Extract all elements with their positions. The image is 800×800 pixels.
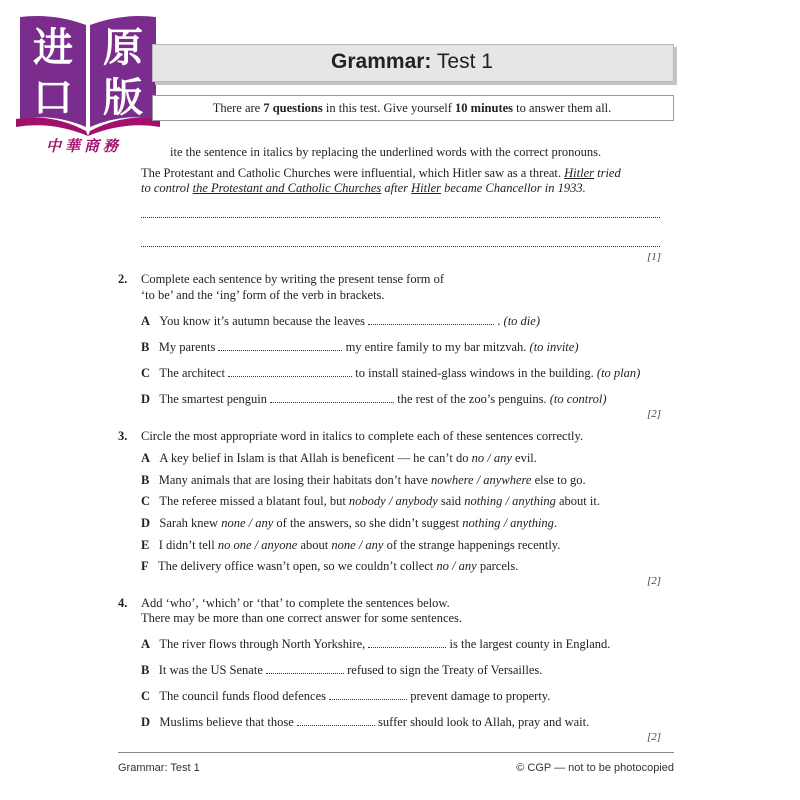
q2-instruction-line1: Complete each sentence by writing the present tense form of (141, 272, 445, 286)
q3-number: 3. (118, 429, 128, 443)
q4-a-blank[interactable] (368, 637, 446, 648)
q1-instruction: ite the sentence in italics by replacing the underlined words with the correct pronouns. (170, 145, 602, 159)
q4-item-d: D Muslims believe that those suffer should look to Allah, pray and wait. (141, 715, 590, 729)
q1-answer-line-2[interactable] (141, 245, 660, 247)
q3-item-f[interactable]: F The delivery office wasn’t open, so we couldn’t collect no / any parcels. (141, 559, 519, 573)
q3-item-d[interactable]: D Sarah knew none / any of the answers, so she didn’t suggest nothing / anything. (141, 516, 558, 530)
q1-sentence-line2: to control the Protestant and Catholic Churches after Hitler became Chancellor in 1933. (141, 181, 586, 195)
q2-mark: [2] (647, 408, 662, 420)
footer-left: Grammar: Test 1 (118, 762, 200, 774)
q2-item-b: B My parents my entire family to my bar mitzvah. (to invite) (141, 340, 579, 354)
q2-a-blank[interactable] (368, 314, 494, 325)
footer-rule (118, 752, 674, 753)
page-title: Grammar: Test 1 (331, 50, 493, 73)
q2-number: 2. (118, 272, 128, 286)
logo-char-1: 进 (33, 25, 73, 71)
q4-b-blank[interactable] (266, 663, 344, 674)
q3-item-c[interactable]: C The referee missed a blatant foul, but nobody / anybody said nothing / anything about it. (141, 494, 600, 508)
q4-c-blank[interactable] (329, 689, 407, 700)
q4-instruction-line1: Add ‘who’, ‘which’ or ‘that’ to complete the sentences below. (141, 596, 450, 610)
q3-mark: [2] (647, 575, 662, 587)
q3-item-a[interactable]: A A key belief in Islam is that Allah is beneficent — he can’t do no / any evil. (141, 451, 537, 465)
q2-item-d: D The smartest penguin the rest of the zoo’s penguins. (to control) (141, 392, 607, 406)
logo-char-4: 版 (103, 75, 143, 121)
q3-item-b[interactable]: B Many animals that are losing their habitats don’t have nowhere / anywhere else to go. (141, 473, 586, 487)
q3-item-e[interactable]: E I didn’t tell no one / anyone about none / any of the strange happenings recently. (141, 538, 561, 552)
q4-d-blank[interactable] (297, 715, 375, 726)
q2-item-c: C The architect to install stained-glass windows in the building. (to plan) (141, 366, 641, 380)
q2-instruction-line2: ‘to be’ and the ‘ing’ form of the verb in brackets. (141, 288, 385, 302)
publisher-logo (16, 15, 160, 136)
q1-answer-line-1[interactable] (141, 216, 660, 218)
footer-right: © CGP — not to be photocopied (516, 762, 674, 774)
q1-sentence-line1: The Protestant and Catholic Churches were influential, which Hitler saw as a threat. Hitler tried (141, 166, 621, 180)
logo-char-3: 口 (33, 75, 73, 121)
q1-mark: [1] (647, 251, 662, 263)
logo-char-2: 原 (103, 25, 143, 71)
q2-d-blank[interactable] (270, 392, 394, 403)
q4-mark: [2] (647, 731, 662, 743)
brand-name: 中華商務 (46, 137, 123, 155)
q4-number: 4. (118, 596, 128, 610)
q2-c-blank[interactable] (228, 366, 352, 377)
q4-item-b: B It was the US Senate refused to sign the Treaty of Versailles. (141, 663, 543, 677)
q4-item-c: C The council funds flood defences prevent damage to property. (141, 689, 551, 703)
q4-item-a: A The river flows through North Yorkshire, is the largest county in England. (141, 637, 611, 651)
test-instructions: There are 7 questions in this test. Give yourself 10 minutes to answer them all. (212, 101, 612, 115)
q4-instruction-line2: There may be more than one correct answer for some sentences. (141, 611, 463, 625)
q2-item-a: A You know it’s autumn because the leaves . (to die) (141, 314, 540, 328)
q2-b-blank[interactable] (218, 340, 342, 351)
q3-instruction: Circle the most appropriate word in italics to complete each of these sentences correctly. (141, 429, 584, 443)
